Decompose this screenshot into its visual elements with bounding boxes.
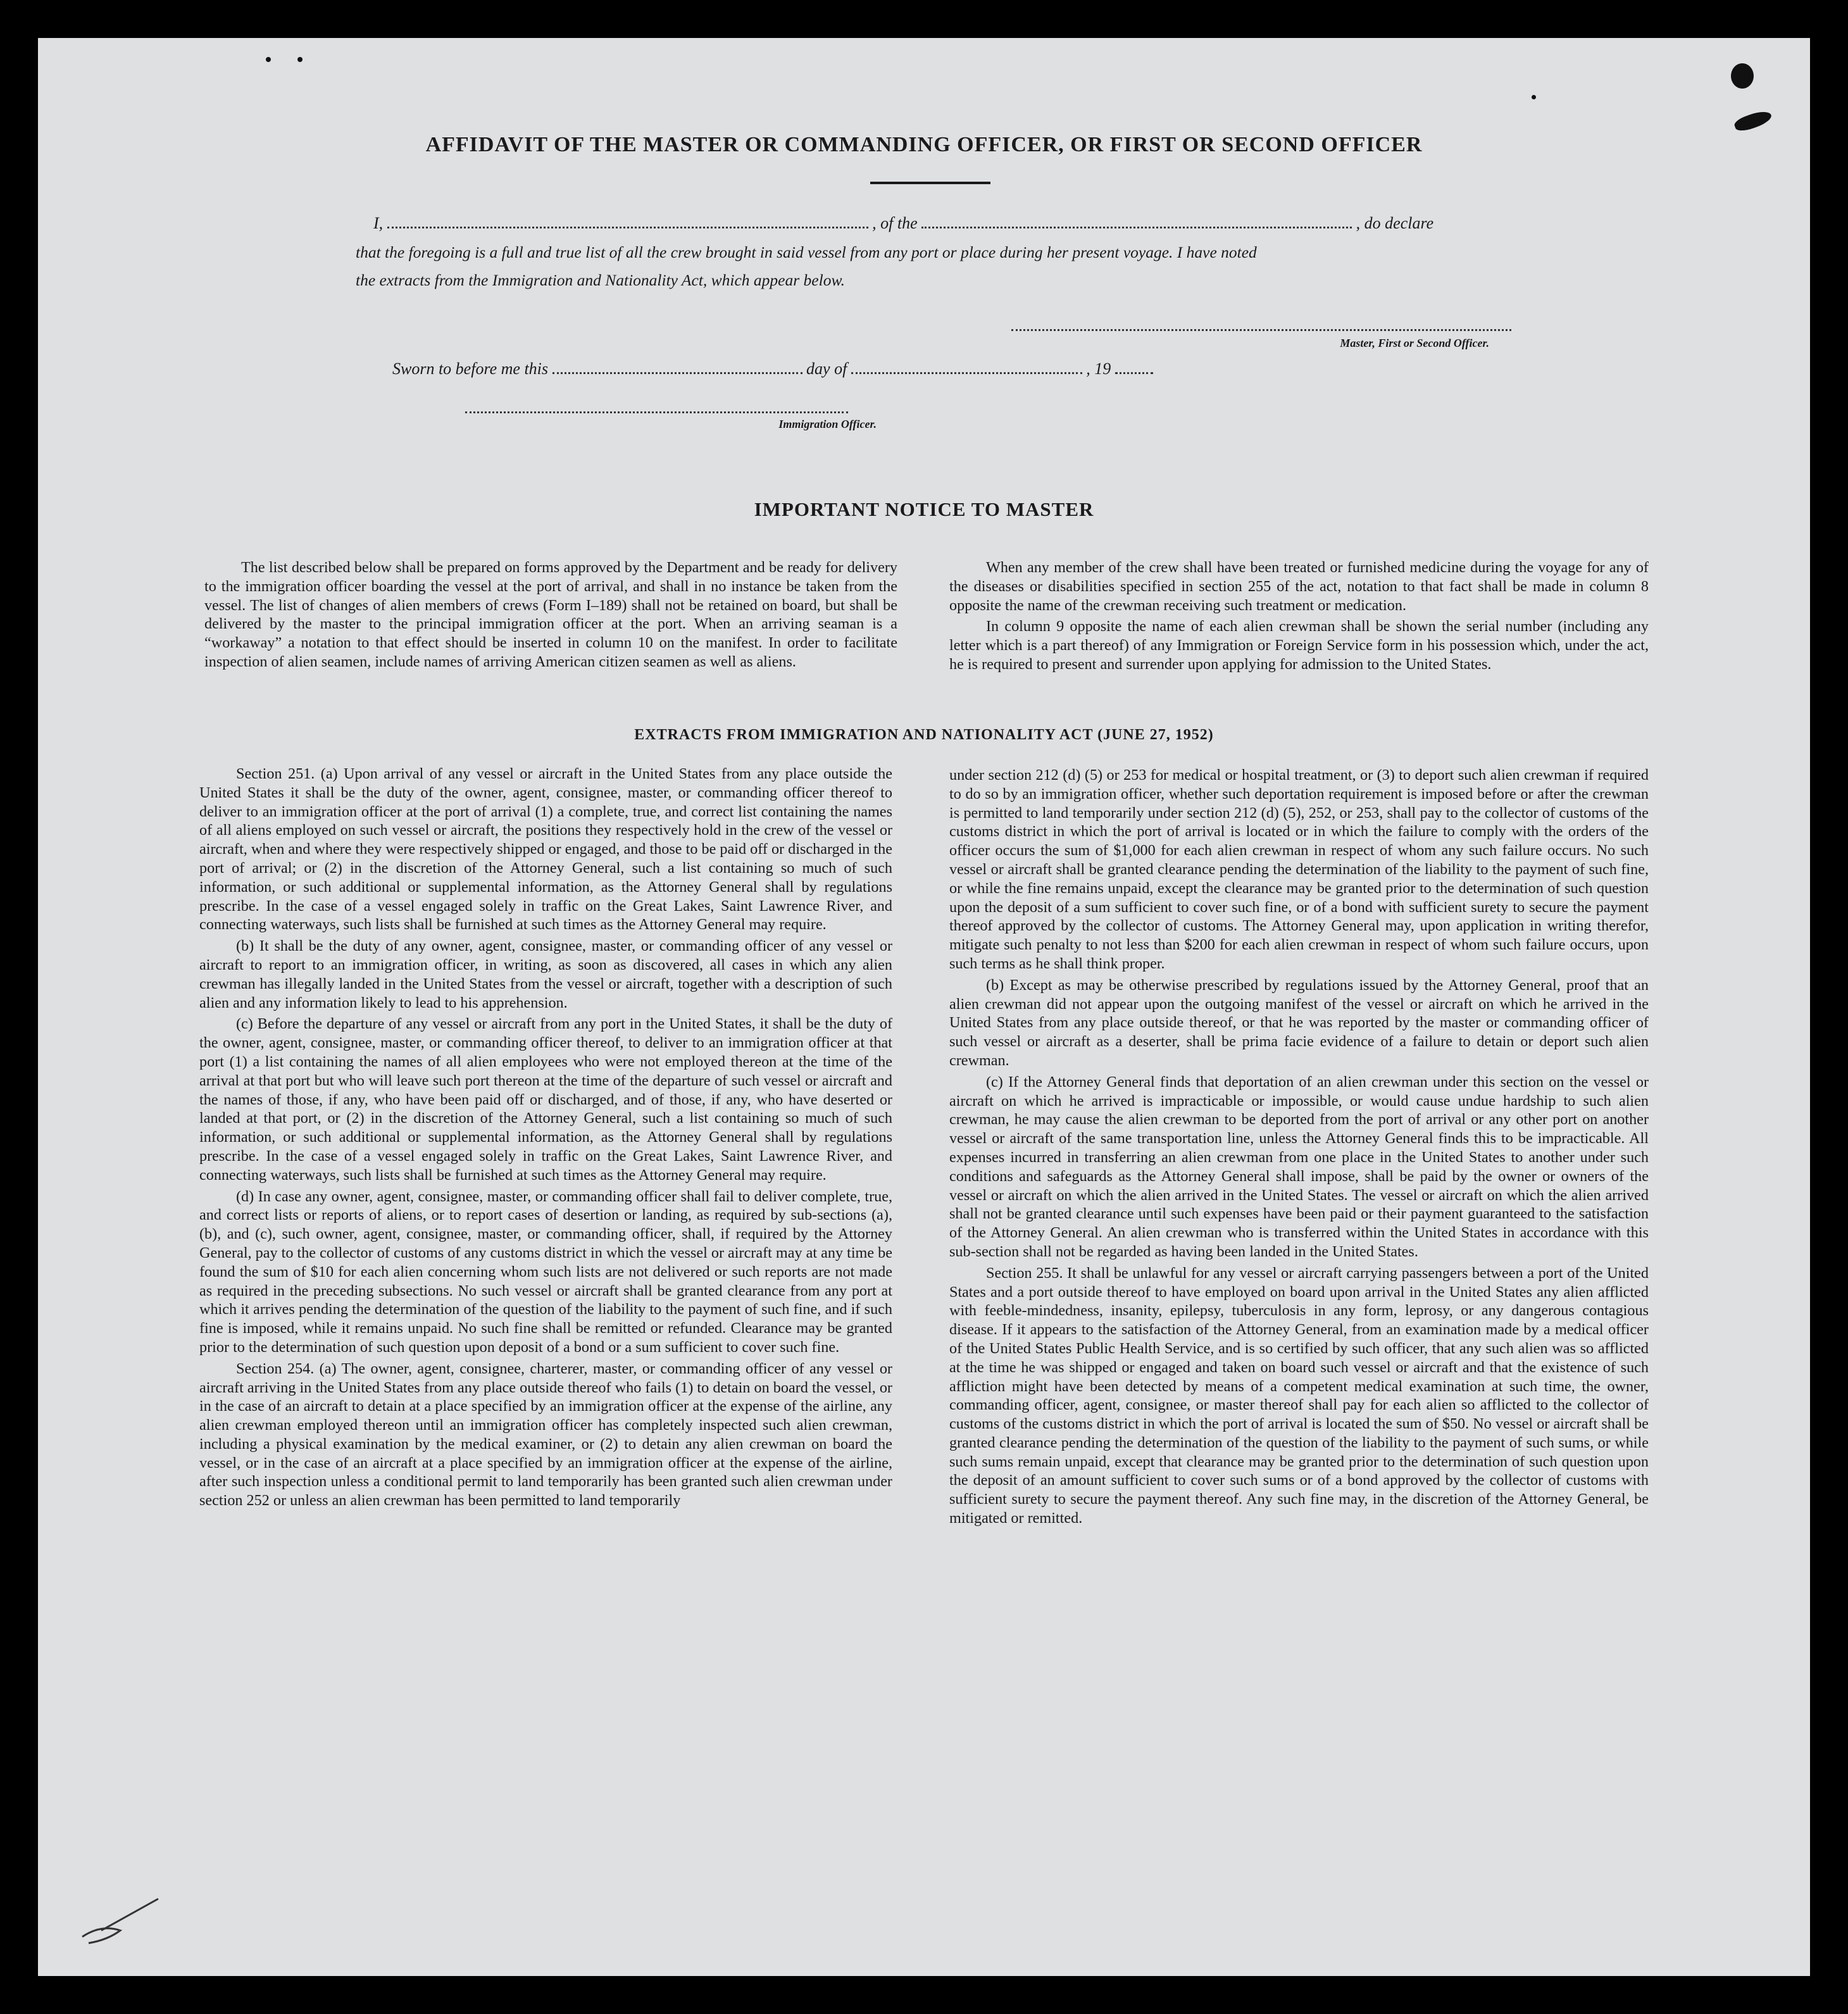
section-251-b: (b) It shall be the duty of any owner, agent, consignee, master, or commanding officer of any vessel or aircraft to report to an immigration officer, in writing, as soon as discovered, all cases in which any alien crewman has illegally landed in the United States from the vessel or aircraft, together with a description of such alien and any information likely to lead to his apprehension. [199, 937, 892, 1011]
declaration-line [373, 214, 1506, 239]
year-blank[interactable] [1115, 372, 1153, 374]
year-label: , 19 [1086, 360, 1111, 378]
notice-right-column [949, 558, 1649, 674]
officer-signature-line[interactable] [465, 411, 848, 413]
declaration-text-2: that the foregoing is a full and true list of all the crew brought in said vessel from any port or place during her present voyage. I have noted [356, 243, 1257, 261]
month-blank[interactable] [851, 372, 1082, 374]
section-254-a-continued: under section 212 (d) (5) or 253 for medical or hospital treatment, or (3) to deport such alien crewman if required to do so by an immigration officer, whether such deportation requirement is imposed before or after the crewman is permitted to land temporarily under section 212 (d) (5), 252, or 253, shall pay to the collector of customs of the customs district in which the port of arrival is located or in which the failure to comply with the orders of the officer occurs the sum of $1,000 for each alien crewman in respect of whom any such failure occurs. No such vessel or aircraft shall be granted clearance pending the determination of the liability to the payment of such fine, or while the fine remains unpaid, except the clearance may be granted prior to the determination of such question upon the deposit of a sum sufficient to cover such fine, or of a bond with sufficient surety to secure the payment thereof approved by the collector of customs. The Attorney General may, upon application in writing therefor, mitigate such penalty to not less than $200 for each alien crewman in respect of whom such failure occurs, upon such terms as he shall think proper. [949, 766, 1649, 972]
extracts-left-column [199, 765, 892, 1510]
speck [297, 57, 303, 62]
notice-title: IMPORTANT NOTICE TO MASTER [754, 498, 1094, 520]
day-blank[interactable] [553, 372, 802, 374]
sworn-line [392, 360, 1234, 378]
notice-right-paragraph: When any member of the crew shall have been treated or furnished medicine during the voyage for any of the diseases or disabilities specified in section 255 of the act, notation to that fact shall be made in column 8 opposite the name of the crewman receiving such treatment or medication. [949, 559, 1649, 614]
notice-left-paragraph: The list described below shall be prepared on forms approved by the Department and be ready for delivery to the immigration officer boarding the vessel at the port of arrival, and shall in no instance be taken from the vessel. The list of changes of alien members of crews (Form I–189) shall not be retained on board, but shall be delivered by the master to the principal immigration officer at the port. When an arriving seaman is a “workaway” a notation to that effect should be inserted in column 10 on the manifest. In order to facilitate inspection of alien seamen, include names of arriving American citizen seamen as well as aliens. [204, 559, 897, 670]
master-signature-line[interactable] [1011, 329, 1511, 331]
section-254-a: Section 254. (a) The owner, agent, consignee, charterer, master, or commanding officer of any vessel or aircraft arriving in the United States from any place outside thereof who fails (1) to detain on board the vessel, or in the case of an aircraft to detain at a place specified by an immigration officer at the expense of the airline, any alien crewman employed thereon until an immigration officer has completely inspected such alien crewman, including a physical examination by the medical examiner, or (2) to detain any alien crewman on board the vessel, or in the case of an aircraft at a place specified by an immigration officer at the expense of the airline, after such inspection unless a conditional permit to land temporarily has been granted such alien crewman under section 252 or unless an alien crewman has been permitted to land temporarily [199, 1360, 892, 1510]
declaration-text-3: the extracts from the Immigration and Nationality Act, which appear below. [356, 271, 845, 289]
section-254-b: (b) Except as may be otherwise prescribed by regulations issued by the Attorney General, proof that an alien crewman did not appear upon the outgoing manifest of the vessel or aircraft on which he arrived in the United States from any place outside thereof, or that he was reported by the master or commanding officer of such vessel or aircraft as a deserter, shall be prima facie evidence of a failure to detain or deport such alien crewman. [949, 976, 1649, 1069]
section-251-a: Section 251. (a) Upon arrival of any vessel or aircraft in the United States from any place outside the United States it shall be the duty of the owner, agent, consignee, master, or commanding officer thereof to deliver to an immigration officer at the port of arrival (1) a complete, true, and correct list containing the names of all aliens employed on such vessel or aircraft, the positions they respectively hold in the crew of the vessel or aircraft, when and where they were respectively shipped or engaged, and those to be paid off or discharged in the port of arrival; or (2) in the discretion of the Attorney General, such a list containing so much of such information, or such additional or supplemental information, as the Attorney General shall by regulations prescribe. In the case of a vessel engaged solely in traffic on the Great Lakes, Saint Lawrence River, and connecting waterways, such lists shall be furnished at such times as the Attorney General may require. [199, 765, 892, 934]
master-caption: Master, First or Second Officer. [1340, 337, 1489, 349]
section-255: Section 255. It shall be unlawful for any vessel or aircraft carrying passengers between a port of the United States and a port outside thereof to have employed on board upon arrival in the United States any alien afflicted with feeble-mindedness, insanity, epilepsy, tuberculosis in any form, leprosy, or any dangerous contagious disease. If it appears to the satisfaction of the Attorney General, from an examination made by a medical officer of the United States Public Health Service, and is so certified by such officer, that any such alien was so afflicted at the time he was shipped or engaged and taken on board such vessel or aircraft and that the existence of such affliction might have been detected by means of a competent medical examination at such time, the owner, commanding officer, agent, consignee, or master thereof shall pay for each alien so afflicted to the collector of customs of the customs district in which the port of arrival is located the sum of $50. No vessel or aircraft shall be granted clearance pending the determination of the question of the liability to the payment of such sums, or while such sums remain unpaid, except that clearance may be granted prior to the determination of such question upon the deposit of an amount sufficient to cover such sums or of a bond approved by the collector of customs with sufficient surety to secure the payment thereof. Any such fine may, in the discretion of the Attorney General, be mitigated or remitted. [949, 1264, 1649, 1527]
section-254-c: (c) If the Attorney General finds that deportation of an alien crewman under this section on the vessel or aircraft on which he arrived is impracticable or impossible, or would cause undue hardship to such alien crewman, he may cause the alien crewman to be deported from the port of arrival or any other port on another vessel or aircraft of the same transportation line, unless the Attorney General finds this to be impracticable. All expenses incurred in transferring an alien crewman from one place in the United States to another under such conditions and safeguards as the Attorney General shall impose, shall be paid by the owner or owners of the vessel or aircraft on which the alien arrived in the United States. The vessel or aircraft on which the alien arrived shall not be granted clearance until such expenses have been paid or their payment guaranteed to the satisfaction of the Attorney General. An alien crewman who is transferred within the United States in accordance with this sub-section shall not be regarded as having been landed in the United States. [949, 1073, 1649, 1260]
sworn-label: Sworn to before me this [392, 360, 549, 378]
speck [1532, 95, 1536, 99]
extracts-title: EXTRACTS FROM IMMIGRATION AND NATIONALITY ACT (JUNE 27, 1952) [634, 727, 1214, 743]
extracts-right-column [949, 766, 1649, 1528]
officer-caption: Immigration Officer. [778, 418, 877, 430]
vessel-blank[interactable] [921, 227, 1352, 228]
section-251-d: (d) In case any owner, agent, consignee, master, or commanding officer shall fail to deliver complete, true, and correct lists or reports of aliens, or to report cases of desertion or landing, as required by sub-sections (a), (b), and (c), such owner, agent, consignee, master, or commanding officer, shall, if required by the Attorney General, pay to the collector of customs of any customs district in which the vessel or aircraft may at any time be found the sum of $10 for each alien concerning whom such lists are not delivered or such reports are not made as required in the preceding subsections. No such vessel or aircraft shall be granted clearance from any port at which it arrives pending the determination of the question of the liability to the payment of such fine, and if such fine is imposed, while it remains unpaid. No such fine shall be remitted or refunded. Clearance may be granted prior to the determination of such question upon deposit of a bond or a sum sufficient to cover such fine. [199, 1187, 892, 1356]
section-251-c: (c) Before the departure of any vessel or aircraft from any port in the United States, it shall be the duty of the owner, agent, consignee, master, or commanding officer thereof, to deliver to an immigration officer at that port (1) a list containing the names of all alien employees who were not employed thereon at the time of the arrival at that port but who will leave such port thereon at the time of the departure of such vessel or aircraft and the names of those, if any, who have been paid off or discharged, and of those, if any, who have deserted or landed at that port, or (2) in the discretion of the Attorney General, such a list containing so much of such information, or such additional or supplemental information, as the Attorney General shall by regulations prescribe. In the case of a vessel engaged solely in traffic on the Great Lakes, Saint Lawrence River, and connecting waterways, such lists shall be furnished at such times as the Attorney General may require. [199, 1015, 892, 1184]
of-the-label: , of the [872, 214, 918, 232]
speck [266, 57, 271, 62]
affidavit-title: AFFIDAVIT OF THE MASTER OR COMMANDING OFFICER, OR FIRST OR SECOND OFFICER [425, 133, 1423, 156]
notice-left-column [204, 558, 897, 672]
pen-mark [76, 1892, 165, 1949]
ink-blot [1731, 63, 1754, 89]
notice-right-paragraph: In column 9 opposite the name of each alien crewman shall be shown the serial number (including any letter which is a part thereof) of any Immigration or Foreign Service form in his possession which, under the act, he is required to present and surrender upon applying for admission to the United States. [949, 618, 1649, 673]
name-blank[interactable] [387, 227, 868, 228]
title-underline [870, 182, 990, 184]
do-declare-label: , do declare [1356, 214, 1434, 232]
day-of-label: day of [806, 360, 847, 378]
i-label: I, [373, 214, 384, 232]
